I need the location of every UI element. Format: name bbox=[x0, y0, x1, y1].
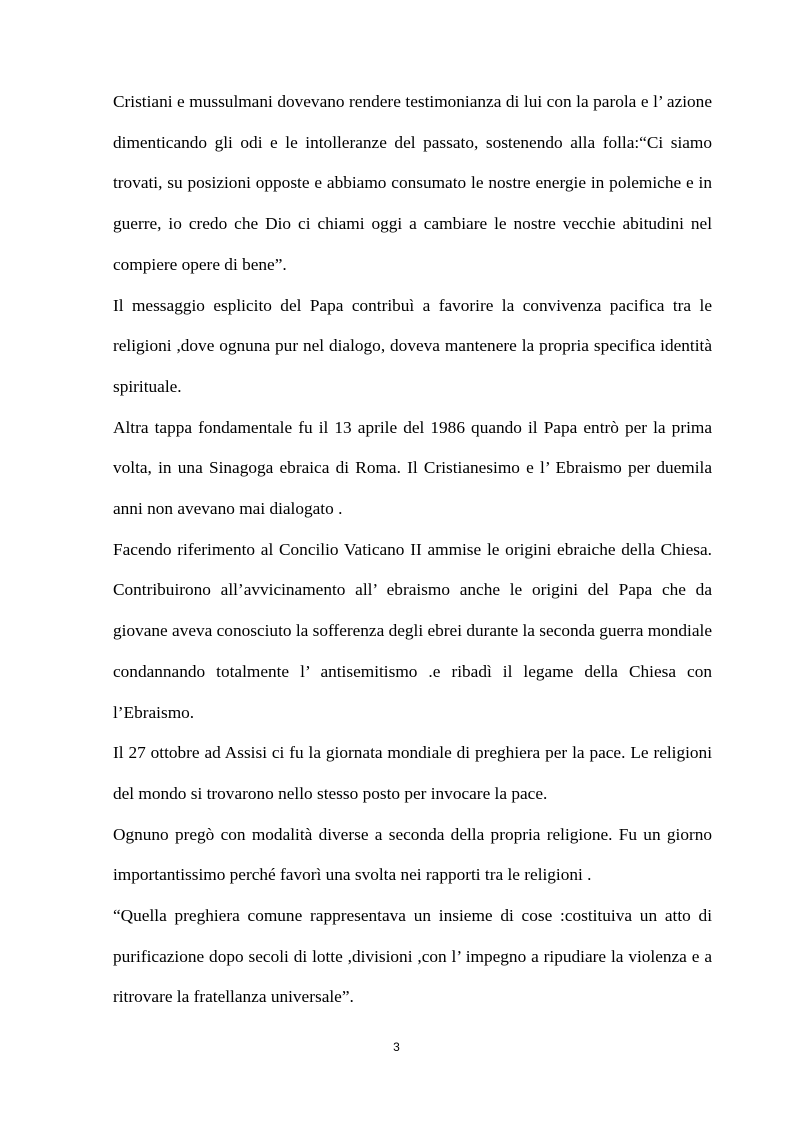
body-text bbox=[113, 82, 712, 1018]
paragraph-cristiani-mussulmani: Cristiani e mussulmani dovevano rendere testimonianza di lui con la parola e l’ azione dimenticando gli odi e le intolleranze del passato, sostenendo alla folla:“Ci siamo trovati, su posizioni opposte e abbiamo consumato le nostre energie in polemiche e in guerre, io credo che Dio ci chiami oggi a cambiare le nostre vecchie abitudini nel compiere opere di bene”. bbox=[113, 92, 712, 274]
paragraph-quotation: “Quella preghiera comune rappresentava un insieme di cose :costituiva un atto di purificazione dopo secoli di lotte ,divisioni ,con l’ impegno a ripudiare la violenza e a ritrovare la fratellanza universale”. bbox=[113, 906, 712, 1007]
paragraph-ognuno-prego: Ognuno pregò con modalità diverse a seconda della propria religione. Fu un giorno importantissimo perché favorì una svolta nei rapporti tra le religioni . bbox=[113, 824, 712, 885]
page-number: 3 bbox=[393, 1040, 400, 1054]
paragraph-assisi: Il 27 ottobre ad Assisi ci fu la giornata mondiale di preghiera per la pace. Le religioni del mondo si trovarono nello stesso posto per invocare la pace. bbox=[113, 743, 712, 803]
paragraph-concilio-vaticano: Facendo riferimento al Concilio Vaticano II ammise le origini ebraiche della Chiesa. Contribuirono all’avvicinamento all’ ebraismo anche le origini del Papa che da giovane aveva conosciuto la sofferenza degli ebrei durante la seconda guerra mondiale condannando totalmente l’ antisemitismo .e ribadì il legame della Chiesa con l’Ebraismo. bbox=[113, 539, 712, 722]
paragraph-messaggio-papa: Il messaggio esplicito del Papa contribuì a favorire la convivenza pacifica tra le religioni ,dove ognuna pur nel dialogo, doveva mantenere la propria specifica identità spirituale. bbox=[113, 295, 712, 396]
paragraph-sinagoga-roma: Altra tappa fondamentale fu il 13 aprile del 1986 quando il Papa entrò per la prima volta, in una Sinagoga ebraica di Roma. Il Cristianesimo e l’ Ebraismo per duemila anni non avevano mai dialogato . bbox=[113, 417, 712, 519]
